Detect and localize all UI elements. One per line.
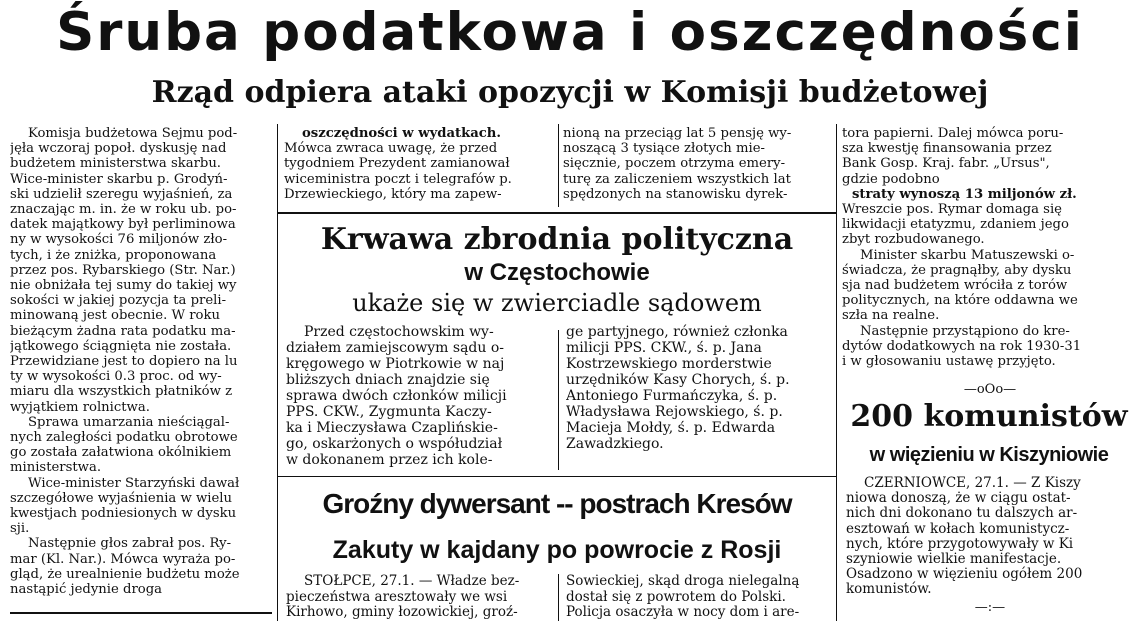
- text-line: Kostrzewskiego morderstwie: [566, 356, 772, 372]
- inner-rule-story3: [558, 574, 559, 621]
- text-line: nych, które przygotowywały w Ki: [846, 535, 1074, 552]
- text-line: datek majątkowy był perliminowa: [10, 217, 236, 233]
- story4-body: [846, 476, 1136, 606]
- text-line: Macieja Mołdy, ś. p. Edwarda: [566, 420, 776, 436]
- text-line: esztowań w kołach komunistycz-: [846, 520, 1070, 537]
- story-divider: [278, 212, 836, 214]
- text-line: straty wynoszą 13 miljonów zł.: [852, 186, 1077, 202]
- text-line: świadcza, że pragnąłby, aby dysku: [842, 262, 1072, 278]
- text-line: tych, i że zniżka, proponowana: [10, 247, 217, 263]
- text-line: go, oskarżonych o współudział: [286, 436, 503, 452]
- text-line: wiceministra poczt i telegrafów p.: [284, 171, 512, 187]
- text-line: działem zamiejscowym sądu o-: [286, 340, 505, 356]
- story2-headline-2: w Częstochowie: [464, 259, 650, 286]
- text-line: dytów dodatkowych na rok 1930-31: [842, 338, 1082, 354]
- text-line: Bank Gosp. Kraj. fabr. „Ursus",: [842, 156, 1050, 172]
- text-line: w dokonanem przez ich kole-: [286, 452, 493, 468]
- article-column-1: [10, 126, 272, 616]
- text-line: Wreszcie pos. Rymar domaga się: [842, 202, 1062, 218]
- story3-column-left: [286, 574, 554, 621]
- text-line: szczegółowe wyjaśnienia w wielu: [10, 490, 232, 506]
- text-line: ty w wysokości 0.3 proc. od wy-: [10, 369, 222, 385]
- text-line: nastąpić jedynie droga: [10, 582, 163, 598]
- text-line: Władysława Rejowskiego, ś. p.: [566, 404, 783, 420]
- text-line: nich dni dokonano tu dalszych ar-: [846, 505, 1078, 522]
- main-subheadline: Rząd odpiera ataki opozycji w Komisji budżetowej: [151, 75, 989, 110]
- text-line: STOŁPCE, 27.1. — Władze bez-: [304, 574, 520, 589]
- text-line: ski udzielił szeregu wyjaśnień, za: [10, 186, 233, 202]
- text-line: zbyt rozbudowanego.: [842, 232, 985, 248]
- text-line: gdzie podobno: [842, 171, 940, 187]
- story3-headline: Groźny dywersant -- postrach Kresów: [322, 488, 792, 519]
- text-line: przez pos. Rybarskiego (Str. Nar.): [10, 262, 236, 278]
- text-line: tygodniem Prezydent zamianował: [284, 156, 510, 172]
- text-line: Wice-minister Starzyński dawał: [28, 475, 240, 491]
- text-line: Policja osaczyła w nocy dom i are-: [566, 604, 800, 620]
- story3-column-right: [566, 574, 832, 621]
- main-headline: Śruba podatkowa i oszczędności: [56, 2, 1084, 63]
- text-line: Osadzono w więzieniu ogółem 200: [846, 566, 1083, 583]
- text-line: CZERNIOWCE, 27.1. — Z Kiszy: [864, 476, 1081, 491]
- text-line: Sprawa umarzania nieściągal-: [28, 414, 230, 430]
- text-line: szła na realne.: [842, 308, 940, 324]
- text-line: ge partyjnego, również członka: [566, 324, 788, 340]
- story2-column-right: [566, 324, 832, 469]
- text-line: Mówca zwraca uwagę, że przed: [284, 141, 498, 157]
- text-line: sprawa dwóch członków milicji: [286, 388, 507, 404]
- text-line: go została załatwiona okólnikiem: [10, 445, 232, 461]
- text-line: jątkowego ściągnięta nie została.: [10, 338, 232, 354]
- section-ornament-2: —:—: [974, 600, 1006, 615]
- story4-headline-2: w więzieniu w Kiszyniowie: [869, 444, 1109, 466]
- text-line: komunistów.: [846, 581, 932, 598]
- text-line: oszczędności w wydatkach.: [302, 126, 501, 141]
- text-line: i w głosowaniu ustawę przyjęto.: [842, 354, 1056, 370]
- text-line: kręgowego w Piotrkowie w naj: [286, 356, 505, 372]
- text-line: jęła wczoraj popoł. dyskusję nad: [10, 141, 227, 157]
- column-rule-3: [836, 124, 837, 621]
- story2-column-left: [286, 324, 554, 469]
- text-line: turę za zaliczeniem wszystkich lat: [563, 171, 791, 187]
- text-line: noszącą 3 tysiące złotych mie-: [563, 141, 765, 157]
- text-line: ministerstwa.: [10, 460, 102, 476]
- text-line: wyjątkiem rolnictwa.: [10, 399, 150, 415]
- text-line: Następnie przystąpiono do kre-: [860, 323, 1070, 339]
- text-line: gląd, że urealnienie budżetu może: [10, 566, 240, 582]
- text-line: Zawadzkiego.: [566, 436, 664, 452]
- story2-headline: Krwawa zbrodnia polityczna: [320, 222, 794, 257]
- text-line: szyniowie wielkie manifestacje.: [846, 551, 1062, 568]
- text-line: kwestjach podniesionych w dysku: [10, 506, 237, 522]
- text-line: PPS. CKW., Zygmunta Kaczy-: [286, 404, 492, 420]
- text-line: bieżącym żadna rata podatku ma-: [10, 323, 236, 339]
- inner-rule-story2: [558, 330, 559, 470]
- text-line: Minister skarbu Matuszewski o-: [860, 247, 1075, 263]
- story4-headline: 200 komunistów: [850, 399, 1128, 434]
- text-line: urzędników Kasy Chorych, ś. p.: [566, 372, 790, 388]
- text-line: sza kwestję finansowania przez: [842, 141, 1052, 157]
- story2-deck: ukaże się w zwierciadle sądowem: [352, 289, 762, 317]
- text-line: mar (Kl. Nar.). Mówca wyraża po-: [10, 551, 236, 567]
- text-line: nych zaległości podatku obrotowe: [10, 430, 238, 446]
- article-column-4: [842, 126, 1138, 376]
- text-line: Wice-minister skarbu p. Grodyń-: [10, 171, 228, 187]
- text-line: dostał się z powrotem do Polski.: [566, 588, 786, 605]
- text-line: likwidacji etatyzmu, zdaniem jego: [842, 217, 1069, 233]
- text-line: ny w wysokości 76 miljonów zło-: [10, 232, 228, 248]
- text-line: Przed częstochowskim wy-: [304, 324, 494, 340]
- text-line: nioną na przeciąg lat 5 pensję wy-: [563, 126, 792, 141]
- article-column-3-top: [563, 126, 829, 208]
- text-line: Komisja budżetowa Sejmu pod-: [28, 126, 238, 141]
- text-line: minowaną jest obecnie. W roku: [10, 308, 220, 324]
- text-line: Przewidziane jest to dopiero na lu: [10, 354, 238, 370]
- text-line: sięcznie, poczem otrzyma emery-: [563, 156, 786, 172]
- text-line: bliższych dniach znajdzie się: [286, 372, 490, 388]
- text-line: pieczeństwa aresztowały we wsi: [286, 588, 508, 605]
- text-line: sja nad budżetem wróciła z torów: [842, 278, 1068, 294]
- story3-deck: Zakuty w kajdany po powrocie z Rosji: [332, 536, 782, 564]
- column-rule-1: [277, 124, 278, 621]
- text-line: niowa donoszą, że w ciągu ostat-: [846, 490, 1071, 507]
- text-line: Sowieckiej, skąd droga nielegalną: [566, 574, 800, 589]
- text-line: tora papierni. Dalej mówca poru-: [842, 126, 1064, 141]
- text-line: nie obniżała tej sumy do takiej wy: [10, 278, 237, 294]
- text-line: miaru dla wszystkich płatników z: [10, 384, 233, 400]
- text-line: sokości w jakiej pozycja ta preli-: [10, 293, 227, 309]
- text-line: sji.: [10, 521, 30, 537]
- text-line: znaczając m. in. że w roku ub. po-: [10, 202, 237, 218]
- column-rule-2: [558, 124, 559, 207]
- text-line: Następnie głos zabrał pos. Ry-: [28, 536, 232, 552]
- story-divider-2: [278, 476, 836, 477]
- article-column-2-top: [284, 126, 554, 208]
- text-line: Antoniego Furmańczyka, ś. p.: [566, 388, 778, 404]
- text-line: spędzonych na stanowisku dyrek-: [563, 186, 788, 202]
- text-line: politycznych, na które oddawna we: [842, 293, 1078, 309]
- text-line: ka i Mieczysława Czaplińskie-: [286, 420, 498, 436]
- text-line: Kirhowo, gminy łozowickiej, groź-: [286, 604, 518, 620]
- section-ornament: —oOo—: [963, 382, 1017, 397]
- text-line: budżetem ministerstwa skarbu.: [10, 156, 221, 172]
- text-line: milicji PPS. CKW., ś. p. Jana: [566, 340, 762, 356]
- text-line: Drzewieckiego, który ma zapew-: [284, 186, 502, 202]
